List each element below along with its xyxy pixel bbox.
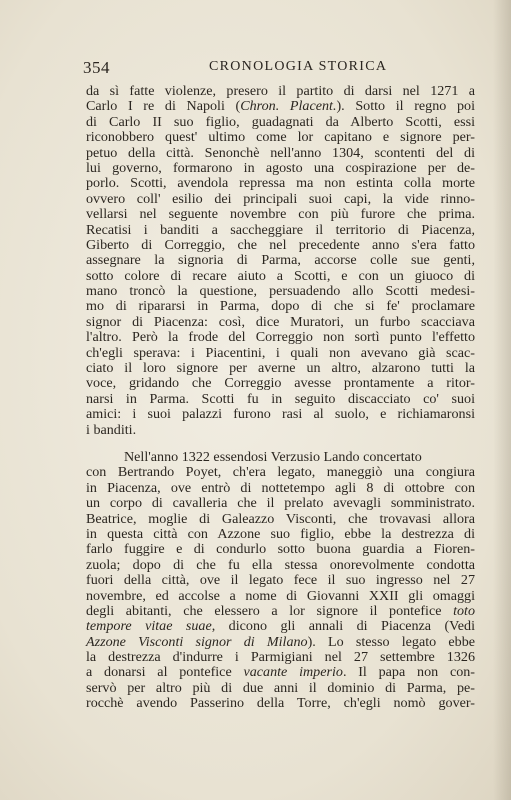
text-line: in Piacenza, ove entrò di nottetempo agli 8 di ottobre con [86, 479, 475, 496]
italic-reference: Azzone Visconti signor di Milano [86, 633, 308, 650]
text-line: fuori della città, ove il legato fece il suo ingresso nel 27 [86, 572, 475, 589]
text-line: da sì fatte violenze, presero il partito di darsi nel 1271 a [86, 83, 475, 99]
page-header [83, 58, 473, 78]
text-line: Azzone Visconti signor di Milano). Lo stesso legato ebbe [86, 633, 475, 650]
text-line: mano troncò la questione, persuadendo allo Scotti medesi- [86, 283, 475, 300]
text-line: ovvero coll' esilio dei principali suoi capi, la vide rinno- [86, 190, 475, 207]
text-line: Beatrice, moglie di Galeazzo Visconti, che trovavasi allora [86, 510, 475, 527]
italic-phrase: tempore vitae suae [86, 618, 212, 635]
italic-phrase: toto [453, 602, 475, 619]
running-head: CRONOLOGIA STORICA [209, 59, 388, 74]
italic-citation: Chron. Placent. [240, 98, 337, 115]
text-line: Recatisi i banditi a saccheggiare il territorio di Piacenza, [86, 221, 475, 238]
text-line: in questa città con Azzone suo figlio, ebbe la destrezza di [86, 525, 475, 542]
italic-phrase: vacante imperio [243, 664, 343, 681]
body-text [86, 84, 475, 712]
paragraph-2 [86, 450, 475, 712]
text-line: petuo della città. Senonchè nell'anno 1304, scontenti del di [86, 144, 475, 161]
text-line: Giberto di Correggio, che nel precedente anno s'era fatto [86, 236, 475, 253]
text-line: narsi in Parma. Scotti fu in seguito discacciato co' suoi [86, 390, 475, 407]
text-line: ciato il loro signore per averne un altro, alzarono tutti la [86, 360, 475, 377]
text-line: mo di ripararsi in Parma, dopo di che si fe' proclamare [86, 298, 475, 315]
text-line: porlo. Scotti, avendola repressa ma non estinta colla morte [86, 175, 475, 192]
text-line: voce, gridando che Correggio avesse prontamente a ritor- [86, 375, 475, 392]
page-edge-shadow [493, 0, 511, 800]
text-line: lui governo, formarono in agosto una cospirazione per de- [86, 159, 475, 176]
text-line: l'altro. Però la frode del Correggio non sortì punto l'effetto [86, 329, 475, 346]
text-line: signor di Piacenza: così, dice Muratori, un furbo scacciava [86, 313, 475, 330]
text-line: tempore vitae suae, dicono gli annali di Piacenza (Vedi [86, 618, 476, 635]
text-line: novembre, ed accolse a nome di Giovanni XXII gli omaggi [86, 587, 475, 604]
text-line: servò per altro più di due anni il dominio di Parma, pe- [86, 679, 475, 696]
text-line: rocchè avendo Passerino della Torre, ch'egli nomò gover- [86, 695, 475, 712]
page-number: 354 [83, 58, 110, 77]
text-line: amici: i suoi palazzi furono rasi al suolo, e richiamaronsi [86, 406, 475, 423]
text-line: zuola; dopo di che fu ella stessa onorevolmente condotta [86, 556, 475, 573]
text-line: a donarsi al pontefice vacante imperio. Il papa non con- [86, 664, 475, 681]
text-line: sotto colore di recare aiuto a Scotti, e con un giuoco di [86, 267, 475, 284]
text-line: farlo fuggire e di condurlo sotto buona guardia a Fioren- [86, 541, 475, 558]
text-line: assegnare la signoria di Parma, accorse colle sue genti, [86, 252, 475, 269]
paragraph-1 [86, 84, 475, 438]
text-line: di Carlo II suo figlio, guadagnati da Alberto Scotti, essi [86, 113, 475, 130]
text-line: i banditi. [86, 421, 137, 438]
text-line: ch'egli sperava: i Piacentini, i quali non avevano già scac- [86, 344, 475, 361]
text-line: la destrezza d'indurre i Parmigiani nel 27 settembre 1326 [86, 649, 475, 666]
text-line: riconobbero quest' ultimo come lor capitano e signore per- [86, 129, 475, 146]
text-line: vellarsi nel seguente novembre con più furore che prima. [86, 206, 475, 223]
text-line: un corpo di cavalleria che il prelato avevagli somministrato. [86, 495, 475, 512]
text-line: con Bertrando Poyet, ch'era legato, maneggiò una congiura [86, 464, 475, 481]
text-line: degli abitanti, che elessero a lor signore il pontefice toto [86, 602, 475, 619]
text-line: Carlo I re di Napoli (Chron. Placent.). Sotto il regno poi [86, 98, 475, 115]
text-line: Nell'anno 1322 essendosi Verzusio Lando concertato [124, 448, 422, 465]
